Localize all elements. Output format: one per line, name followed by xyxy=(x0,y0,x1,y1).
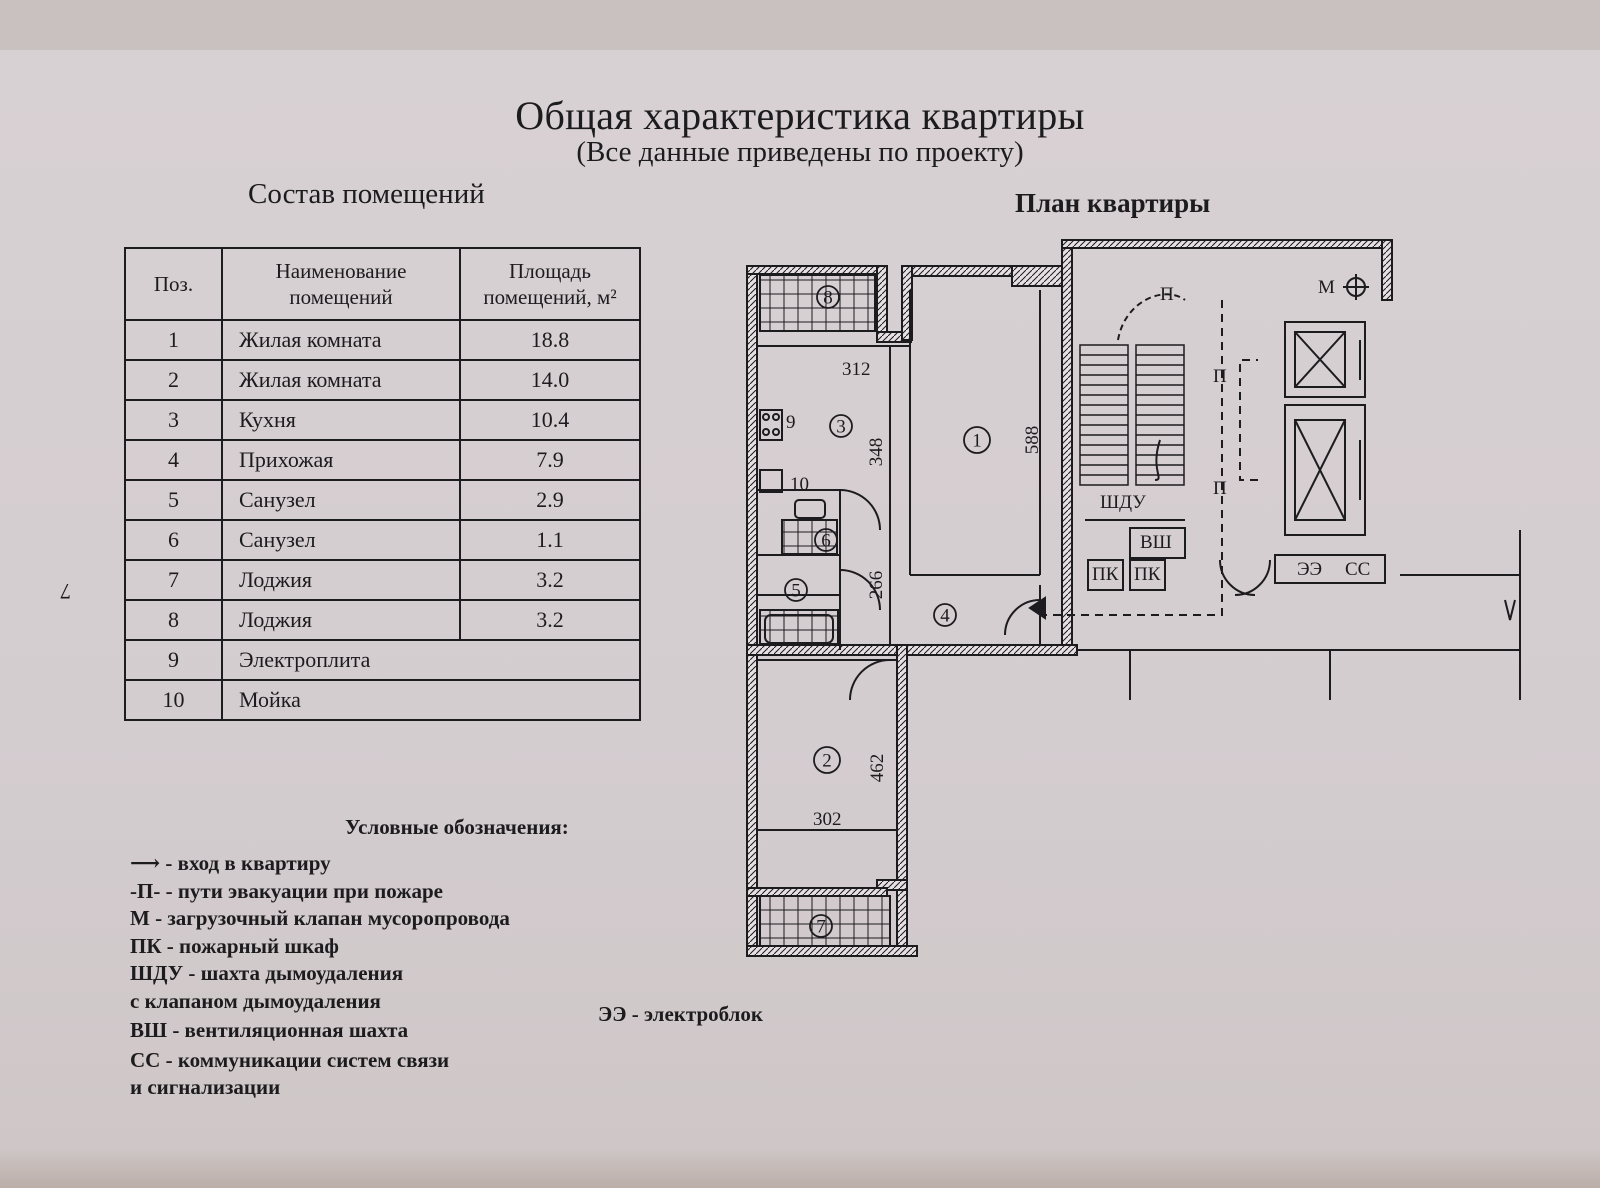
cell-pos: 3 xyxy=(125,400,222,440)
cell-area: 2.9 xyxy=(460,480,640,520)
cell-name: Санузел xyxy=(222,480,460,520)
room-marker-label: 6 xyxy=(821,530,831,552)
loggia8-top-wall xyxy=(747,266,877,274)
plan-heading: План квартиры xyxy=(1015,188,1211,218)
ss-label: СС xyxy=(1345,559,1371,580)
ee-label: ЭЭ xyxy=(1297,559,1323,580)
cell-area: 3.2 xyxy=(460,560,640,600)
legend-item: СС - коммуникации систем связи xyxy=(130,1047,450,1072)
page-number: 7 xyxy=(60,579,71,604)
legend-item: -П- - пути эвакуации при пожаре xyxy=(130,878,444,903)
entry-arrow-icon: ⟶ xyxy=(130,851,161,875)
cell-name: Жилая комната xyxy=(222,360,460,400)
cell-area: 10.4 xyxy=(460,400,640,440)
cell-pos: 2 xyxy=(125,360,222,400)
m-label: М xyxy=(1318,277,1335,298)
cell-name: Кухня xyxy=(222,400,460,440)
cell-pos: 5 xyxy=(125,480,222,520)
col-header-name: Наименование помещений xyxy=(222,248,460,320)
legend-text: - вход в квартиру xyxy=(165,851,331,875)
staircase xyxy=(1080,345,1184,485)
dim-266: 266 xyxy=(866,570,887,600)
pk-label: ПК xyxy=(1134,564,1161,585)
cell-name: Лоджия xyxy=(222,560,460,600)
p-label: П xyxy=(1213,366,1227,387)
cell-name: Лоджия xyxy=(222,600,460,640)
legend-item: и сигнализации xyxy=(130,1075,281,1099)
cell-area: 7.9 xyxy=(460,440,640,480)
room-marker-label: 3 xyxy=(836,416,846,438)
dim-588: 588 xyxy=(1022,425,1043,455)
cell-area: 18.8 xyxy=(460,320,640,360)
cell-pos: 9 xyxy=(125,640,222,680)
cell-area: 1.1 xyxy=(460,520,640,560)
col-header-area: Площадь помещений, м² xyxy=(460,248,640,320)
cell-area: 3.2 xyxy=(460,600,640,640)
cell-name: Жилая комната xyxy=(222,320,460,360)
cell-name: Электроплита xyxy=(222,640,640,680)
stove-label: 9 xyxy=(786,412,796,433)
left-outer-wall xyxy=(747,266,757,956)
cell-pos: 8 xyxy=(125,600,222,640)
room-marker-label: 8 xyxy=(823,287,833,309)
loggia-8-tiles xyxy=(760,275,875,331)
dim-348: 348 xyxy=(866,437,887,467)
legend-item: ПК - пожарный шкаф xyxy=(130,933,339,958)
cell-pos: 7 xyxy=(125,560,222,600)
room-marker-label: 7 xyxy=(816,916,826,938)
legend-item: М - загрузочный клапан мусоропровода xyxy=(130,906,510,930)
room-marker-label: 5 xyxy=(791,580,801,602)
room-marker-label: 2 xyxy=(822,750,832,772)
page-title: Общая характеристика квартиры xyxy=(515,93,1085,138)
legend-item: ВШ - вентиляционная шахта xyxy=(130,1018,409,1042)
dim-312: 312 xyxy=(842,359,871,380)
dim-462: 462 xyxy=(867,753,888,783)
dim-302: 302 xyxy=(813,809,842,830)
cell-pos: 6 xyxy=(125,520,222,560)
room-marker-label: 1 xyxy=(972,430,982,452)
col-header-pos: Поз. xyxy=(125,248,222,320)
p-label: П xyxy=(1160,284,1174,305)
cell-area: 14.0 xyxy=(460,360,640,400)
shdu-label: ШДУ xyxy=(1100,492,1146,513)
rooms-heading: Состав помещений xyxy=(248,178,485,210)
pk-label: ПК xyxy=(1092,564,1119,585)
legend-item: с клапаном дымоудаления xyxy=(130,988,381,1013)
cell-pos: 1 xyxy=(125,320,222,360)
cell-name: Прихожая xyxy=(222,440,460,480)
legend-item: ШДУ - шахта дымоудаления xyxy=(130,961,404,985)
room-marker-label: 4 xyxy=(940,605,950,627)
sink-label: 10 xyxy=(790,474,809,495)
cell-pos: 4 xyxy=(125,440,222,480)
page-subtitle: (Все данные приведены по проекту) xyxy=(576,136,1024,168)
ee-note: ЭЭ - электроблок xyxy=(598,1002,763,1026)
cell-pos: 10 xyxy=(125,680,222,720)
p-label: П xyxy=(1213,478,1227,499)
cell-name: Санузел xyxy=(222,520,460,560)
cell-name: Мойка xyxy=(222,680,640,720)
legend-title: Условные обозначения: xyxy=(345,815,569,839)
vsh-label: ВШ xyxy=(1140,532,1172,553)
stair-wall xyxy=(1062,245,1072,645)
